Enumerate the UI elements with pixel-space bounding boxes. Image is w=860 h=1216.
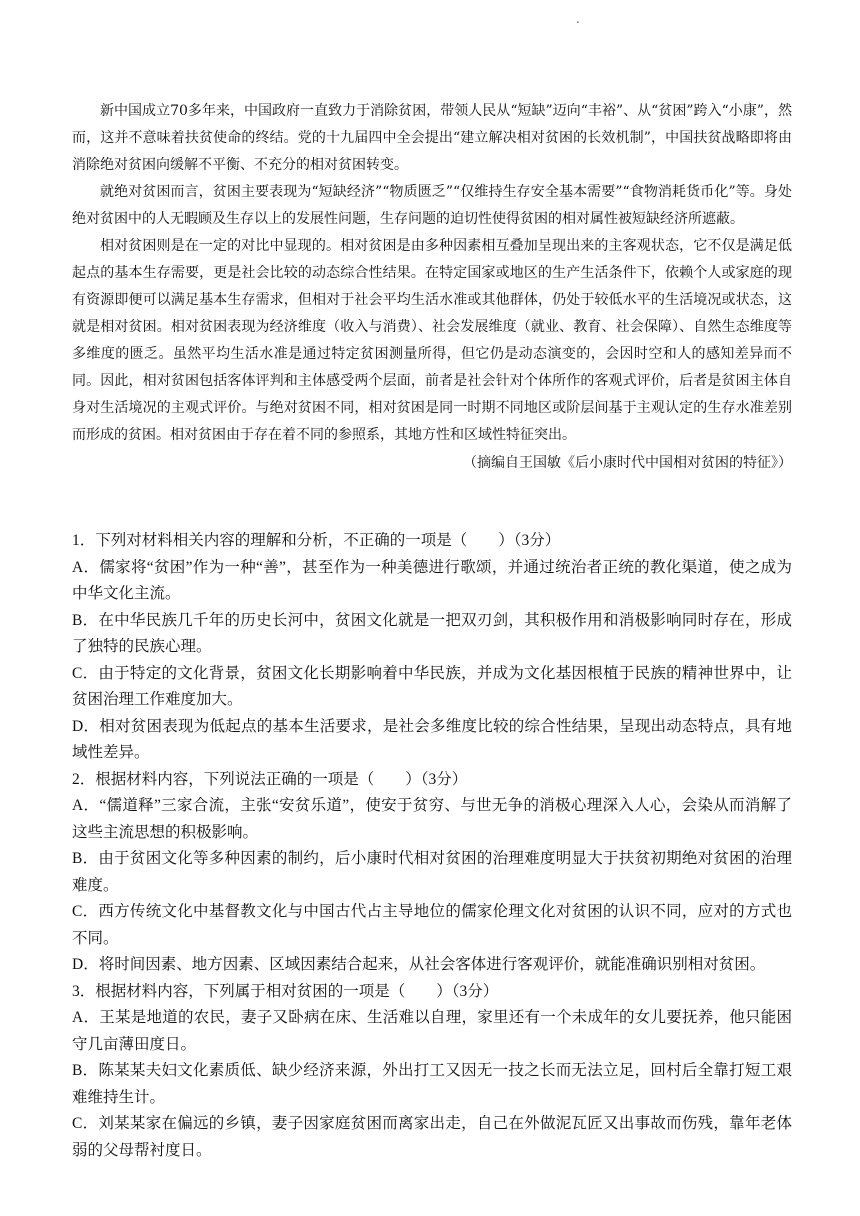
option-c: C．西方传统文化中基督教文化与中国古代占主导地位的儒家伦理文化对贫困的认识不同，应对的方式也不同。 bbox=[72, 903, 792, 947]
question-3 bbox=[72, 979, 792, 1165]
option-a: A．儒家将“贫困”作为一种“善”，甚至作为一种美德进行歌颂，并通过统治者正统的教化渠道，使之成为中华文化主流。 bbox=[72, 558, 792, 602]
question-stem: 2．根据材料内容，下列说法正确的一项是（ ）（3分） bbox=[72, 770, 468, 788]
passage-paragraph-2: 就绝对贫困而言，贫困主要表现为“短缺经济”“物质匮乏”“仅维持生存安全基本需要”“食物消耗货币化”等。身处绝对贫困中的人无暇顾及生存以上的发展性问题，生存问题的迫切性使得贫困的相对属性被短缺经济所遮蔽。 bbox=[72, 184, 792, 227]
option-b: B．陈某某夫妇文化素质低、缺少经济来源，外出打工又因无一技之长而无法立足，回村后全靠打短工艰难维持生计。 bbox=[72, 1062, 792, 1106]
option-d: D．将时间因素、地方因素、区域因素结合起来，从社会客体进行客观评价，就能准确识别相对贫困。 bbox=[72, 956, 766, 973]
question-list bbox=[72, 528, 792, 1164]
option-a: A．“儒道释”三家合流，主张“安贫乐道”，使安于贫穷、与世无争的消极心理深入人心，会染从而消解了这些主流思想的积极影响。 bbox=[72, 797, 792, 841]
option-b: B．由于贫困文化等多种因素的制约，后小康时代相对贫困的治理难度明显大于扶贫初期绝对贫困的治理难度。 bbox=[72, 850, 792, 894]
passage-paragraph-1: 新中国成立70多年来，中国政府一直致力于消除贫困，带领人民从“短缺”迈向“丰裕”、从“贫困”跨入“小康”，然而，这并不意味着扶贫使命的终结。党的十九届四中全会提出“建立解决相对贫困的长效机制”，中国扶贫战略即将由消除绝对贫困向缓解不平衡、不充分的相对贫困转变。 bbox=[72, 103, 792, 173]
question-stem: 3．根据材料内容，下列属于相对贫困的一项是（ ）（3分） bbox=[72, 982, 499, 1000]
option-d: D．相对贫困表现为低起点的基本生活要求，是社会多维度比较的综合性结果，呈现出动态特点，具有地域性差异。 bbox=[72, 717, 792, 761]
question-2 bbox=[72, 767, 792, 979]
reading-passage bbox=[72, 98, 792, 476]
passage-source: （摘编自王国敏《后小康时代中国相对贫困的特征》） bbox=[463, 455, 792, 471]
option-c: C．刘某某家在偏远的乡镇，妻子因家庭贫困而离家出走，自己在外做泥瓦匠又出事故而伤残，靠年老体弱的父母帮衬度日。 bbox=[72, 1115, 792, 1159]
question-stem: 1．下列对材料相关内容的理解和分析，不正确的一项是（ ）（3分） bbox=[72, 532, 561, 549]
option-b: B．在中华民族几千年的历史长河中，贫困文化就是一把双刃剑，其积极作用和消极影响同时存在，形成了独特的民族心理。 bbox=[72, 611, 792, 655]
option-c: C．由于特定的文化背景，贫困文化长期影响着中华民族，并成为文化基因根植于民族的精神世界中，让贫困治理工作难度加大。 bbox=[72, 664, 792, 708]
passage-paragraph-3: 相对贫困则是在一定的对比中显现的。相对贫困是由多种因素相互叠加呈现出来的主客观状态，它不仅是满足低起点的基本生存需要，更是社会比较的动态综合性结果。在特定国家或地区的生产生活条件下，依赖个人或家庭的现有资源即便可以满足基本生存需求，但相对于社会平均生活水准或其他群体，仍处于较低水平的生活境况或状态，这就是相对贫困。相对贫困表现为经济维度（收入与消费）、社会发展维度（就业、教育、社会保障）、自然生态维度等多维度的匮乏。虽然平均生活水准是通过特定贫困测量所得，但它仍是动态演变的，会因时空和人的感知差异而不同。因此，相对贫困包括客体评判和主体感受两个层面，前者是社会针对个体所作的客观式评价，后者是贫困主体自身对生活境况的主观式评价。与绝对贫困不同，相对贫困是同一时期不同地区或阶层间基于主观认定的生存水准差别而形成的贫困。相对贫困由于存在着不同的参照系，其地方性和区域性特征突出。 bbox=[72, 238, 792, 443]
question-1 bbox=[72, 528, 792, 767]
option-a: A．王某是地道的农民，妻子又卧病在床、生活难以自理，家里还有一个未成年的女儿要抚养，他只能困守几亩薄田度日。 bbox=[72, 1009, 792, 1053]
header-mark: . bbox=[576, 12, 580, 26]
